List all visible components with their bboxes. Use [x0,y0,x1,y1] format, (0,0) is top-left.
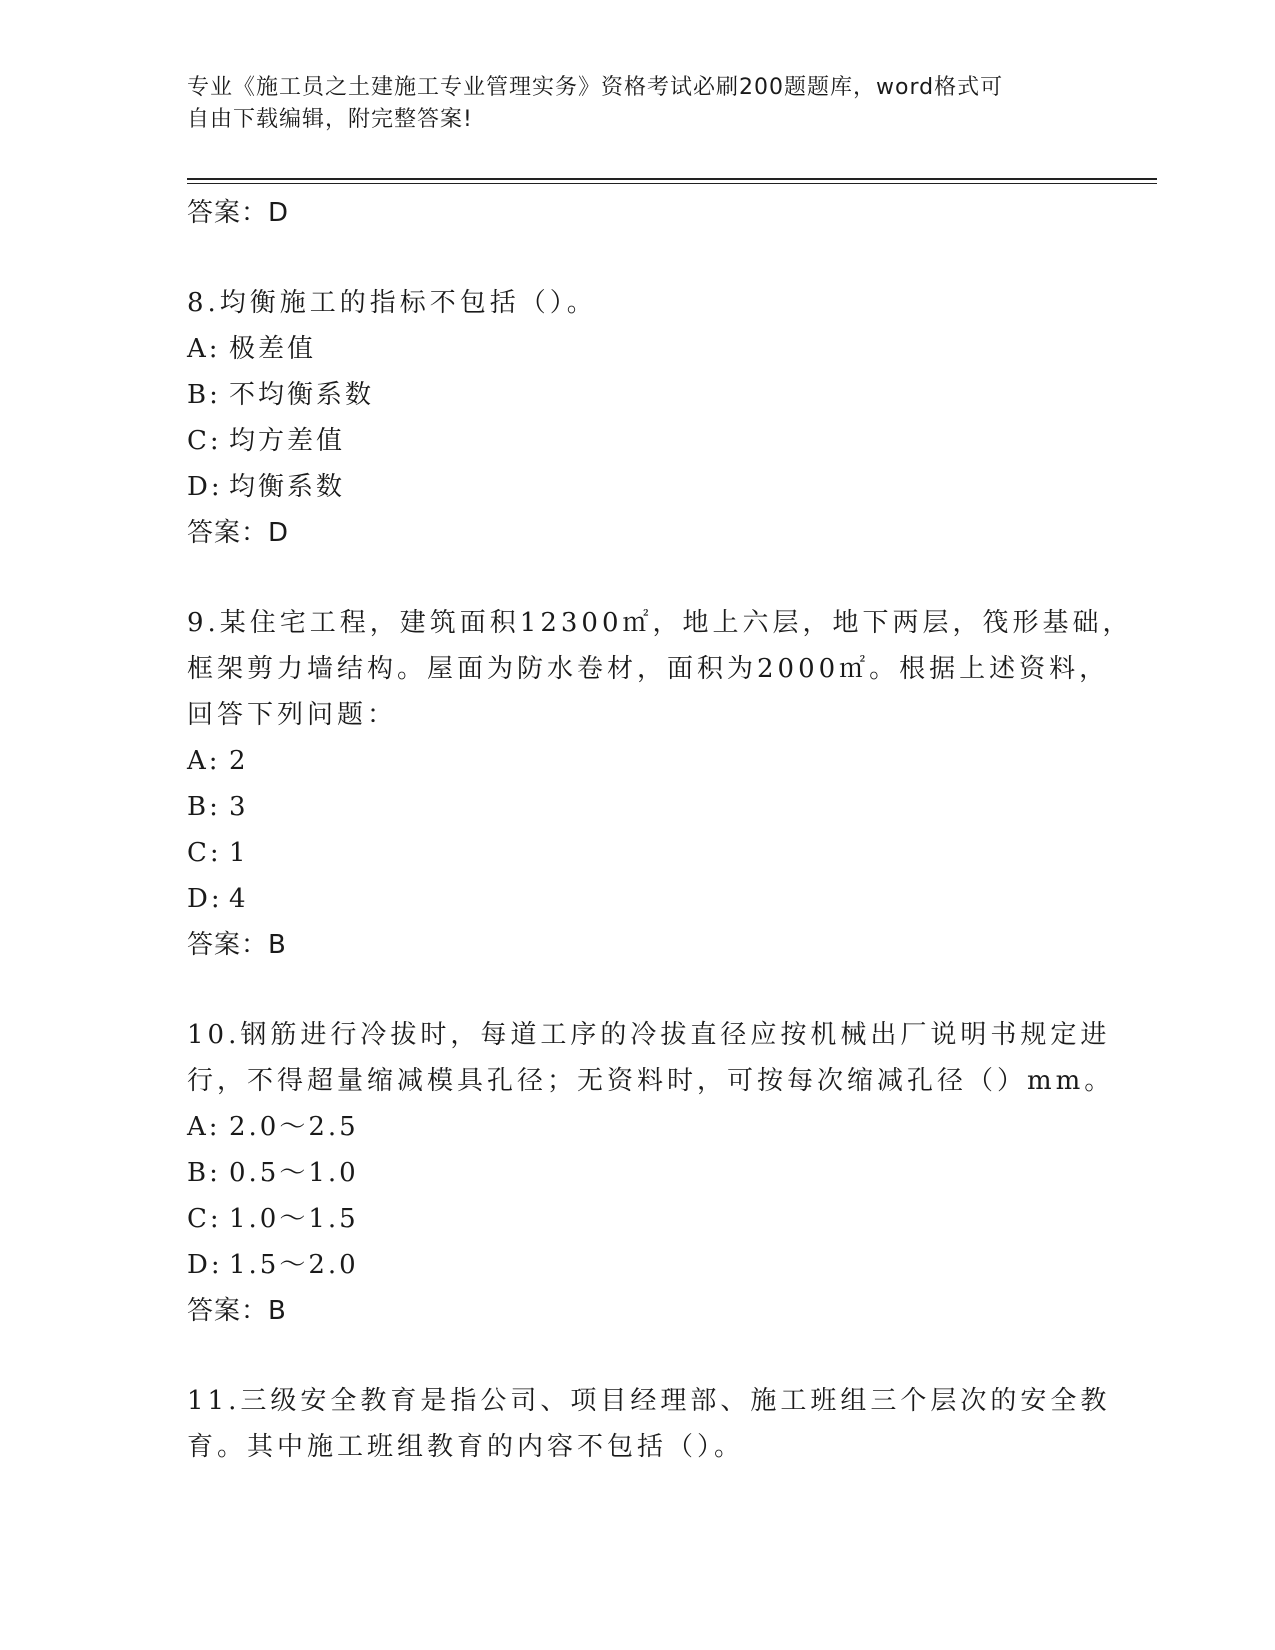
option-text: 2 [229,746,249,776]
option-text: 均衡系数 [229,472,346,502]
option-letter: D: [187,472,223,502]
option-text: 2.0～2.5 [229,1112,359,1142]
option-c [187,418,1087,464]
option-text: 4 [229,884,249,914]
option-text: 极差值 [229,334,317,364]
option-d [187,1242,1087,1288]
option-c [187,1196,1087,1242]
question-text: 行，不得超量缩减模具孔径；无资料时，可按每次缩减孔径（）mm。 [187,1066,1115,1096]
option-d [187,464,1087,510]
option-text: 1.5～2.0 [229,1250,359,1280]
option-b [187,1150,1087,1196]
header-line-2: 自由下载编辑，附完整答案! [187,107,473,132]
question-9 [187,600,1133,968]
option-a [187,738,1087,784]
option-letter: D: [187,1250,223,1280]
question-11 [187,1378,1111,1470]
option-text: 不均衡系数 [229,380,375,410]
spacer [187,556,1087,600]
answer-line: 答案：D [187,198,290,228]
option-text: 1.0～1.5 [229,1204,359,1234]
option-text: 1 [229,838,249,868]
question-text: 9.某住宅工程，建筑面积12300㎡，地上六层，地下两层，筏形基础， [187,608,1133,638]
spacer [187,236,1087,280]
question-10 [187,1012,1115,1334]
option-b [187,372,1087,418]
answer-line: 答案：B [187,930,287,960]
spacer [187,1334,1087,1378]
option-a [187,326,1087,372]
spacer [187,968,1087,1012]
option-letter: A: [187,746,221,776]
header-rule-thick [187,178,1157,180]
question-8 [187,280,1087,556]
option-letter: A: [187,1112,221,1142]
option-letter: B: [187,1158,221,1188]
question-text: 8.均衡施工的指标不包括（）。 [187,288,597,318]
option-letter: D: [187,884,223,914]
question-text: 10.钢筋进行冷拔时，每道工序的冷拔直径应按机械出厂说明书规定进 [187,1020,1111,1050]
option-letter: B: [187,380,221,410]
option-text: 0.5～1.0 [229,1158,359,1188]
option-letter: C: [187,1204,222,1234]
option-text: 均方差值 [229,426,346,456]
header-line-1: 专业《施工员之土建施工专业管理实务》资格考试必刷200题题库，word格式可 [187,75,1004,100]
question-text: 育。其中施工班组教育的内容不包括（）。 [187,1432,745,1462]
answer-line: 答案：B [187,1296,287,1326]
question-list [187,190,1133,1470]
option-a [187,1104,1087,1150]
question-text: 框架剪力墙结构。屋面为防水卷材，面积为2000㎡。根据上述资料， [187,654,1110,684]
option-letter: C: [187,838,222,868]
option-letter: B: [187,792,221,822]
option-d [187,876,1087,922]
document-header [187,72,1087,136]
question-text: 11.三级安全教育是指公司、项目经理部、施工班组三个层次的安全教 [187,1386,1111,1416]
option-letter: A: [187,334,221,364]
option-letter: C: [187,426,222,456]
option-b [187,784,1087,830]
question-text: 回答下列问题： [187,700,398,730]
option-c [187,830,1087,876]
header-rule-thin [187,183,1157,184]
answer-line: 答案：D [187,518,290,548]
option-text: 3 [229,792,249,822]
